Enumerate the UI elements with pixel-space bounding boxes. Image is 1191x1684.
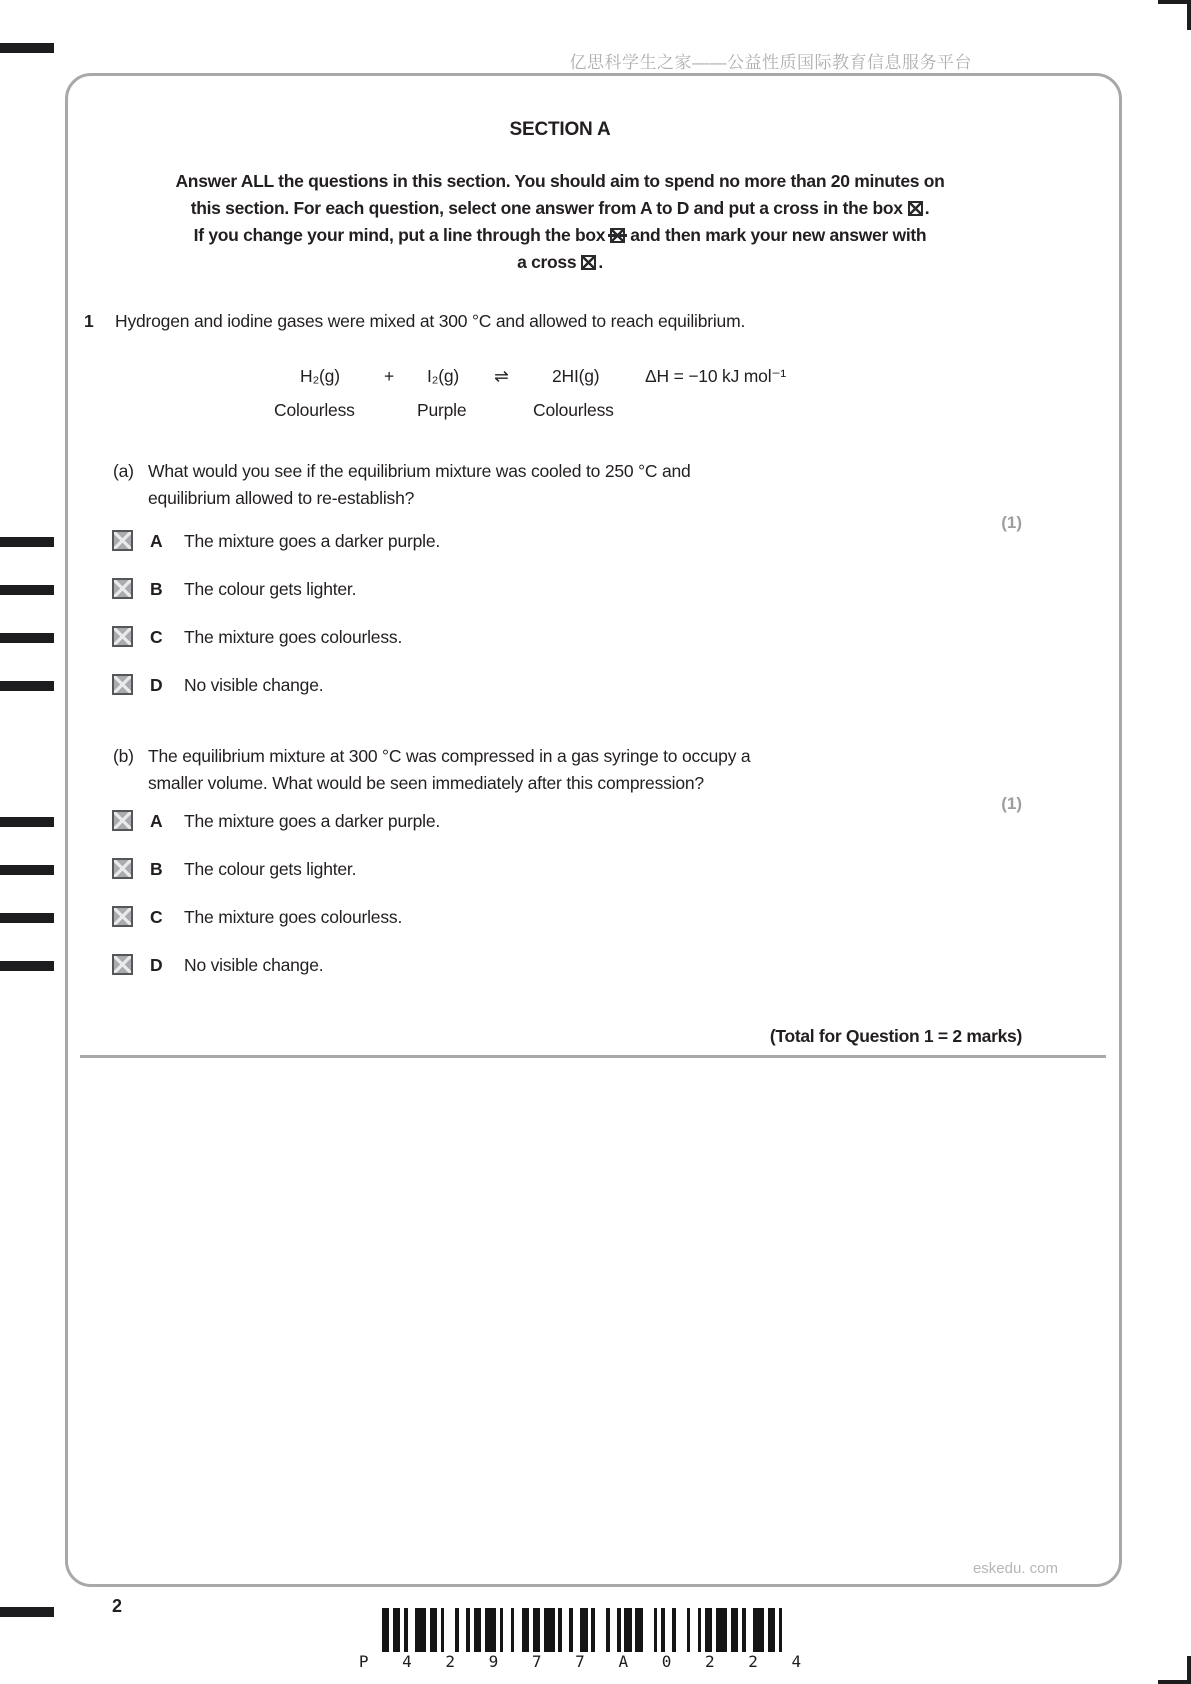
equilibrium-arrow-icon: ⇌	[494, 366, 509, 386]
question-total: (Total for Question 1 = 2 marks)	[769, 1026, 1022, 1046]
answer-checkbox[interactable]	[112, 906, 133, 927]
option-letter: B	[150, 859, 163, 879]
instructions-line-2: this section. For each question, select one answer from A to D and put a cross in the box .	[190, 198, 930, 218]
option-row-b-A	[0, 811, 1100, 835]
question-divider	[80, 1055, 1106, 1058]
barcode	[382, 1608, 790, 1652]
equation-term2: I₂(g)	[427, 366, 460, 386]
equation-plus: +	[384, 366, 395, 386]
option-row-b-D	[0, 955, 1100, 979]
question-stem: Hydrogen and iodine gases were mixed at 300 °C and allowed to reach equilibrium.	[115, 311, 746, 331]
crossed-out-box-icon	[610, 228, 625, 243]
option-letter: D	[150, 675, 163, 695]
part-b-prompt-line-1: The equilibrium mixture at 300 °C was compressed in a gas syringe to occupy a	[148, 746, 751, 766]
state-label-colourless-2: Colourless	[533, 400, 614, 420]
question-number: 1	[84, 311, 94, 331]
answer-box-icon	[581, 255, 596, 270]
answer-box-icon	[908, 201, 923, 216]
part-b-prompt-line-2: smaller volume. What would be seen immediately after this compression?	[148, 773, 704, 793]
barcode-label: P 4 2 9 7 7 A 0 2 2 4	[358, 1652, 814, 1671]
option-row-a-B	[0, 579, 1100, 603]
crop-mark	[1187, 0, 1191, 30]
option-row-a-A	[0, 531, 1100, 555]
answer-checkbox[interactable]	[112, 954, 133, 975]
option-row-b-C	[0, 907, 1100, 931]
option-letter: A	[150, 811, 163, 831]
part-b-label: (b)	[113, 746, 134, 766]
option-letter: C	[150, 627, 163, 647]
page-number: 2	[112, 1596, 123, 1616]
option-text: The mixture goes colourless.	[184, 627, 403, 647]
instructions-line-4: a cross .	[517, 252, 603, 272]
state-label-purple: Purple	[417, 400, 467, 420]
option-row-a-D	[0, 675, 1100, 699]
watermark-top: 亿思科学生之家——公益性质国际教育信息服务平台	[569, 53, 972, 72]
answer-checkbox[interactable]	[112, 674, 133, 695]
option-text: No visible change.	[184, 675, 324, 695]
option-text: The colour gets lighter.	[184, 859, 357, 879]
equation-enthalpy: ΔH = −10 kJ mol⁻¹	[645, 366, 787, 386]
option-text: The mixture goes a darker purple.	[184, 531, 441, 551]
watermark-bottom: eskedu. com	[972, 1560, 1058, 1577]
state-label-colourless-1: Colourless	[274, 400, 355, 420]
part-a-prompt-line-2: equilibrium allowed to re-establish?	[148, 488, 415, 508]
option-row-a-C	[0, 627, 1100, 651]
option-letter: B	[150, 579, 163, 599]
section-title: SECTION A	[509, 119, 611, 140]
option-text: The mixture goes colourless.	[184, 907, 403, 927]
option-text: No visible change.	[184, 955, 324, 975]
instructions-line-3: If you change your mind, put a line through the box and then mark your new answer with	[193, 225, 927, 245]
part-b-marks: (1)	[1001, 794, 1022, 813]
part-a-prompt-line-1: What would you see if the equilibrium mixture was cooled to 250 °C and	[148, 461, 691, 481]
part-a-label: (a)	[113, 461, 134, 481]
option-letter: C	[150, 907, 163, 927]
equation-product: 2HI(g)	[552, 366, 600, 386]
answer-checkbox[interactable]	[112, 858, 133, 879]
equation-term1: H₂(g)	[300, 366, 340, 386]
answer-checkbox[interactable]	[112, 810, 133, 831]
instructions-line-1: Answer ALL the questions in this section. You should aim to spend no more than 20 minutes on	[175, 171, 945, 191]
option-letter: D	[150, 955, 163, 975]
answer-checkbox[interactable]	[112, 578, 133, 599]
answer-checkbox[interactable]	[112, 530, 133, 551]
answer-checkbox[interactable]	[112, 626, 133, 647]
part-a-marks: (1)	[1001, 513, 1022, 532]
option-row-b-B	[0, 859, 1100, 883]
registration-mark	[0, 1607, 54, 1617]
option-text: The mixture goes a darker purple.	[184, 811, 441, 831]
option-letter: A	[150, 531, 163, 551]
crop-mark	[1158, 1680, 1191, 1684]
option-text: The colour gets lighter.	[184, 579, 357, 599]
